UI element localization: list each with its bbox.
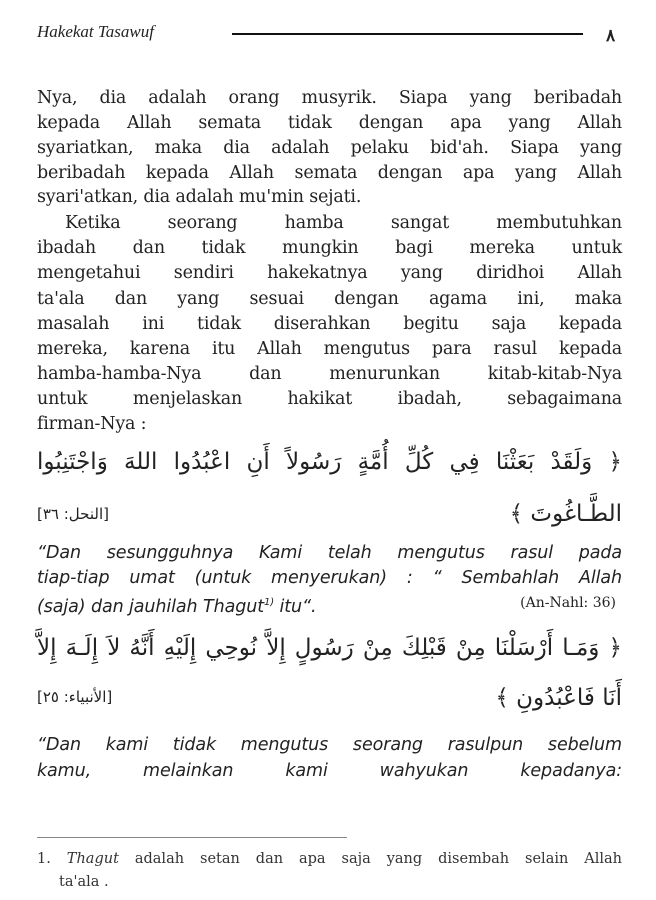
text-line: firman-Nya : (37, 414, 147, 434)
footnote-line: ta'ala . (59, 874, 109, 890)
header-rule (232, 33, 583, 35)
text-line: ibadah dan tidak mungkin bagi mereka untuk (37, 238, 622, 258)
arabic-line: الطَّـاغُوتَ ﴾ (509, 501, 622, 527)
book-title: Hakekat Tasawuf (37, 22, 154, 41)
arabic-line: ﴿ وَمَـا أَرْسَلْنَا مِنْ قَبْلِكَ مِنْ رَسُولٍ إِلاَّ نُوحِي إِلَيْهِ أَنَّهُ لاَ إِلَـهَ إِلاَّ (37, 635, 622, 661)
text-line: syariatkan, maka dia adalah pelaku bid'ah. Siapa yang (37, 138, 622, 158)
page-number: ٨ (606, 26, 616, 46)
text-line: untuk menjelaskan hakikat ibadah, sebagaimana (37, 389, 622, 409)
text-line: ta'ala dan yang sesuai dengan agama ini, maka (37, 289, 622, 309)
verse-reference: [النحل: ٣٦] (37, 505, 109, 523)
text-line: beribadah kepada Allah semata dengan apa yang Allah (37, 163, 622, 183)
text-line: hamba-hamba-Nya dan menurunkan kitab-kitab-Nya (37, 364, 622, 384)
translation-line: “Dan kami tidak mengutus seorang rasulpun sebelum (37, 735, 622, 755)
text-line: Ketika seorang hamba sangat membutuhkan (65, 213, 622, 233)
footnote-marker[interactable]: 1) (263, 597, 275, 608)
arabic-line: ﴿ وَلَقَدْ بَعَثْنَا فِي كُلِّ أُمَّةٍ رَسُولاً أَنِ اعْبُدُوا اللهَ وَاجْتَنِبُوا (37, 449, 622, 475)
arabic-line: أَنَا فَاعْبُدُونِ ﴾ (495, 685, 622, 711)
footnote-rule (37, 837, 347, 838)
verse-reference: [الأنبياء: ٢٥] (37, 688, 113, 706)
translation-line: “Dan sesungguhnya Kami telah mengutus rasul pada (37, 543, 622, 563)
translation-line: kamu, melainkan kami wahyukan kepadanya: (37, 761, 622, 781)
text-line: syari'atkan, dia adalah mu'min sejati. (37, 187, 362, 207)
translation-text: itu“. (274, 596, 317, 617)
text-line: mereka, karena itu Allah mengutus para rasul kepada (37, 339, 622, 359)
text-line: kepada Allah semata tidak dengan apa yang Allah (37, 113, 622, 133)
footnote-text: adalah setan dan apa saja yang disembah selain Allah (118, 851, 622, 867)
text-line: mengetahui sendiri hakekatnya yang diridhoi Allah (37, 263, 622, 283)
translation-line: tiap-tiap umat (untuk menyerukan) : “ Sembahlah Allah (37, 568, 622, 588)
footnote-number: 1. (37, 851, 51, 867)
footnote-line (37, 848, 622, 870)
footnote-term: Thagut (66, 851, 119, 867)
verse-source: (An-Nahl: 36) (520, 595, 616, 611)
translation-text: (saja) dan jauhilah Thagut (37, 596, 264, 617)
text-line: masalah ini tidak diserahkan begitu saja kepada (37, 314, 622, 334)
text-line: Nya, dia adalah orang musyrik. Siapa yang beribadah (37, 88, 622, 108)
